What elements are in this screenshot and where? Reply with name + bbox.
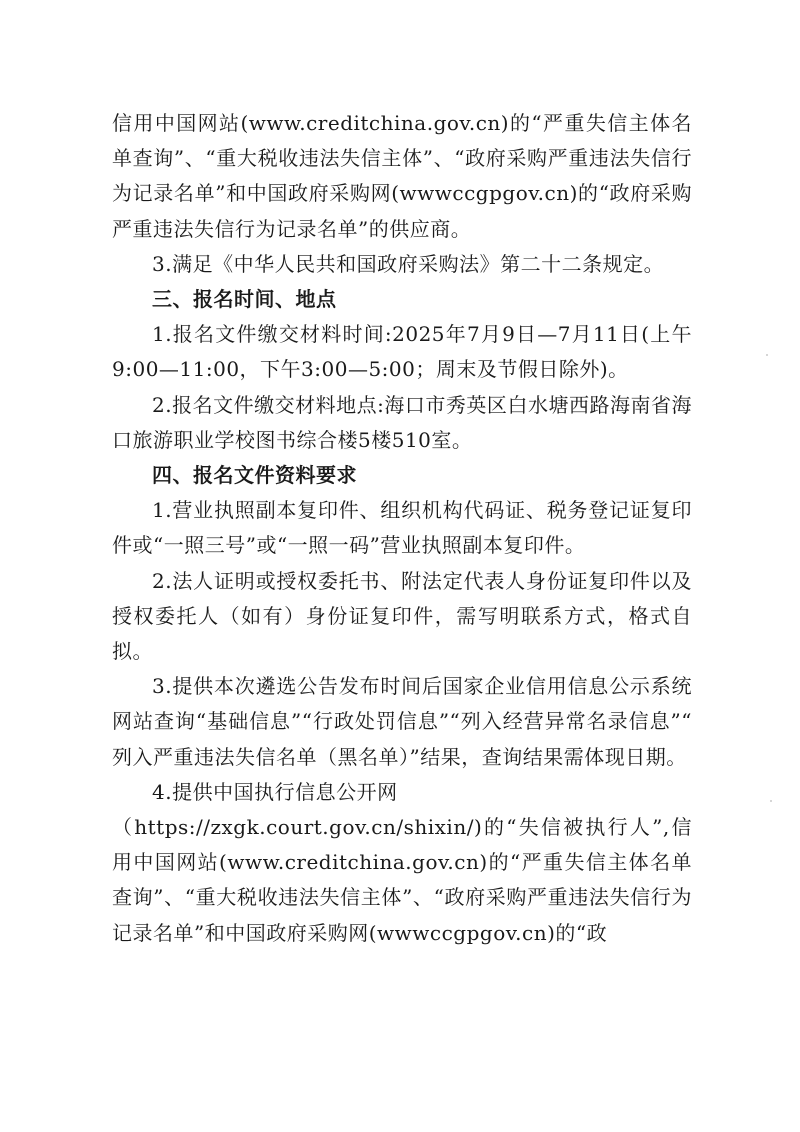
paragraph-business-license: 1.营业执照副本复印件、组织机构代码证、税务登记证复印件或“一照三号”或“一照一码”营业执照副本复印件。: [112, 498, 692, 558]
paragraph-registration-place: 2.报名文件缴交材料地点:海口市秀英区白水塘西路海南省海口旅游职业学校图书综合楼5楼510室。: [112, 392, 692, 452]
document-body: [112, 106, 692, 951]
scan-speck: [770, 800, 772, 802]
paragraph-legal-representative: 2.法人证明或授权委托书、附法定代表人身份证复印件以及授权委托人（如有）身份证复印件，需写明联系方式，格式自拟。: [112, 568, 692, 664]
section-heading-registration-time-place: 三、报名时间、地点: [152, 287, 337, 312]
paragraph-execution-url-and-blacklists: （https://zxgk.court.gov.cn/shixin/)的“失信被执行人”,信用中国网站(www.creditchina.gov.cn)的“严重失信主体名单查询”、“重大税收违法失信主体”、“政府采购严重违法失信行为记录名单”和中国政府采购网(wwwccgpgov.cn)的“政: [112, 815, 692, 945]
section-heading-document-requirements: 四、报名文件资料要求: [152, 463, 357, 488]
paragraph-procurement-law: 3.满足《中华人民共和国政府采购法》第二十二条规定。: [152, 251, 665, 276]
scan-speck: [766, 354, 768, 356]
paragraph-credit-info-query: 3.提供本次遴选公告发布时间后国家企业信用信息公示系统网站查询“基础信息”“行政处罚信息”“列入经营异常名录信息”“ 列入严重违法失信名单（黑名单）”结果，查询结果需体现日期。: [112, 674, 692, 769]
paragraph-execution-info: 4.提供中国执行信息公开网: [152, 779, 398, 804]
paragraph-registration-time: 1.报名文件缴交材料时间:2025年7月9日—7月11日(上午9:00—11:00，下午3:00—5:00；周末及节假日除外)。: [112, 322, 692, 382]
paragraph-supplier-blacklist-continued: 信用中国网站(www.creditchina.gov.cn)的“严重失信主体名单查询”、“重大税收违法失信主体”、“政府采购严重违法失信行为记录名单”和中国政府采购网(wwwccgpgov.cn)的“政府采购严重违法失信行为记录名单”的供应商。: [112, 111, 692, 241]
